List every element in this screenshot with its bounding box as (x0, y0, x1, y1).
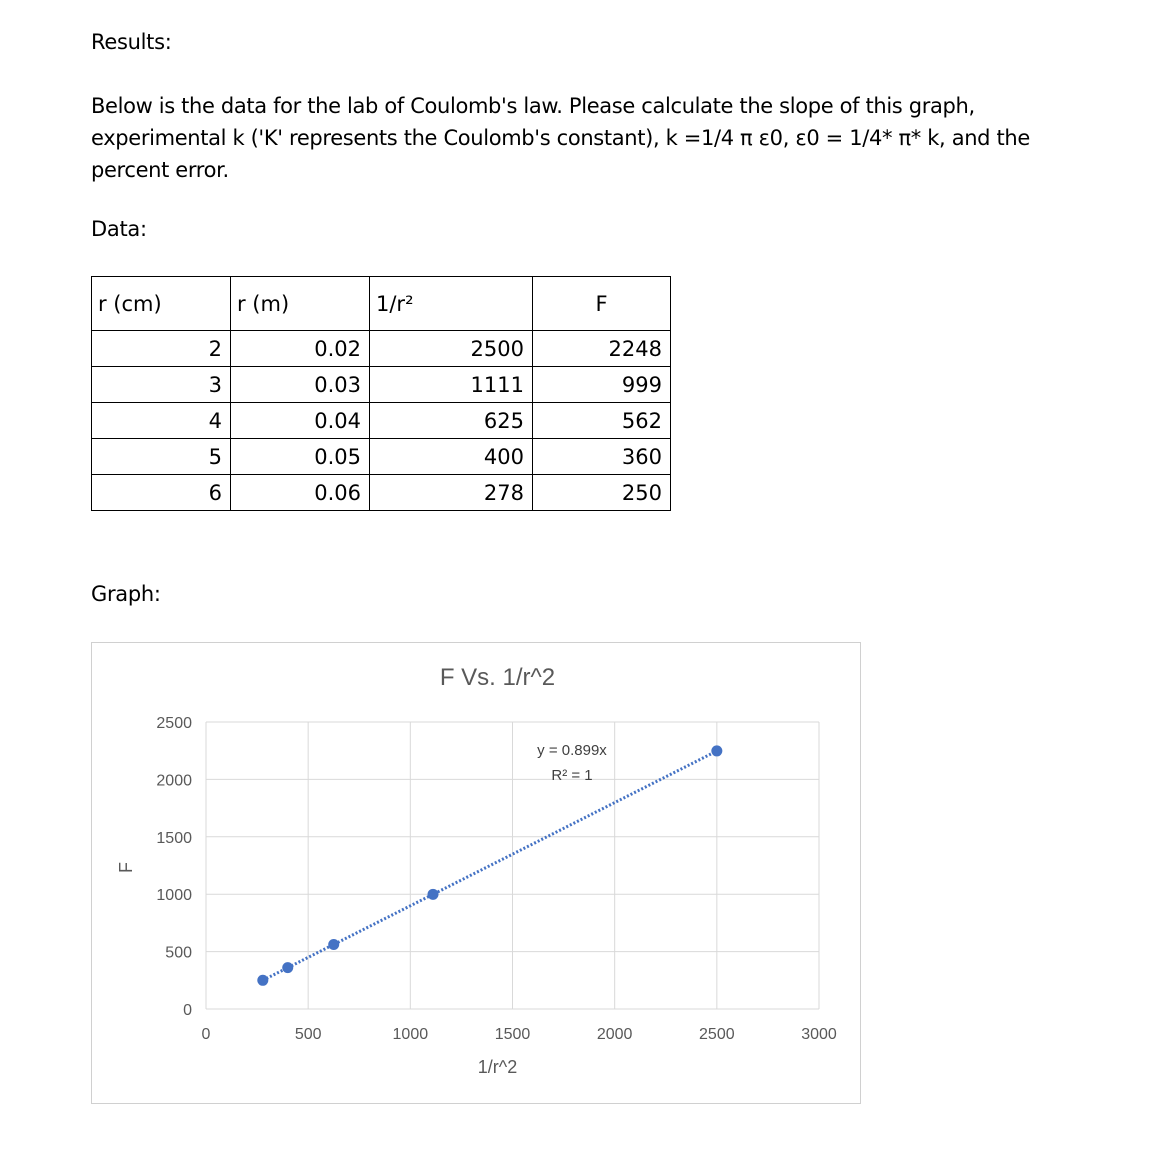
cell-r-cm: 4 (92, 403, 231, 439)
cell-r-cm: 2 (92, 331, 231, 367)
cell-force: 250 (533, 475, 671, 511)
table-header-row (92, 277, 671, 331)
chart-container (91, 642, 861, 1104)
table-row (92, 331, 671, 367)
cell-r-m: 0.06 (231, 475, 370, 511)
cell-inverse-r-squared: 625 (370, 403, 533, 439)
cell-inverse-r-squared: 1111 (370, 367, 533, 403)
header-r-m: r (m) (231, 277, 370, 331)
trendline-equation: y = 0.899x (537, 742, 607, 759)
table-body (92, 331, 671, 511)
table-row (92, 475, 671, 511)
cell-force: 360 (533, 439, 671, 475)
chart-title: F Vs. 1/r^2 (439, 664, 556, 691)
cell-force: 562 (533, 403, 671, 439)
table-row (92, 403, 671, 439)
scatter-chart (92, 643, 862, 1105)
results-heading: Results: (91, 30, 172, 54)
cell-force: 2248 (533, 331, 671, 367)
x-tick-label: 1500 (494, 1026, 531, 1043)
data-point (328, 939, 339, 950)
cell-r-cm: 6 (92, 475, 231, 511)
x-tick-label: 3000 (801, 1026, 837, 1043)
table-row (92, 439, 671, 475)
x-tick-label: 2500 (699, 1026, 735, 1043)
cell-inverse-r-squared: 278 (370, 475, 533, 511)
x-tick-label: 0 (201, 1026, 211, 1043)
header-inverse-r-squared: 1/r² (370, 277, 533, 331)
table-row (92, 367, 671, 403)
data-table (91, 276, 671, 511)
cell-r-m: 0.05 (231, 439, 370, 475)
y-tick-label: 1500 (156, 829, 192, 847)
data-point (257, 975, 268, 986)
cell-r-m: 0.04 (231, 403, 370, 439)
x-tick-label: 500 (294, 1026, 322, 1043)
cell-inverse-r-squared: 400 (370, 439, 533, 475)
cell-r-cm: 3 (92, 367, 231, 403)
data-point (282, 962, 293, 973)
y-tick-label: 0 (183, 1002, 192, 1019)
y-tick-label: 500 (165, 944, 192, 962)
cell-force: 999 (533, 367, 671, 403)
data-point (711, 745, 722, 756)
y-axis-label: F (116, 862, 136, 873)
cell-r-m: 0.02 (231, 331, 370, 367)
graph-heading: Graph: (91, 582, 161, 606)
y-tick-label: 2000 (156, 772, 192, 790)
x-tick-label: 1000 (392, 1026, 429, 1043)
header-r-cm: r (cm) (92, 277, 231, 331)
cell-r-cm: 5 (92, 439, 231, 475)
data-heading: Data: (91, 217, 147, 241)
instructions-text: Below is the data for the lab of Coulomb's law. Please calculate the slope of this graph, experimental k ('K' represents the Coulomb's constant), k =1/4 π ε0, ε0 = 1/4* π* k, and the percent error. (91, 94, 1030, 182)
header-force: F (533, 277, 671, 331)
r-squared-label: R² = 1 (551, 767, 593, 784)
data-point (428, 889, 439, 900)
x-tick-label: 2000 (596, 1026, 633, 1043)
cell-r-m: 0.03 (231, 367, 370, 403)
y-tick-label: 1000 (156, 887, 192, 905)
cell-inverse-r-squared: 2500 (370, 331, 533, 367)
x-axis-label: 1/r^2 (477, 1057, 518, 1077)
y-tick-label: 2500 (156, 715, 192, 732)
